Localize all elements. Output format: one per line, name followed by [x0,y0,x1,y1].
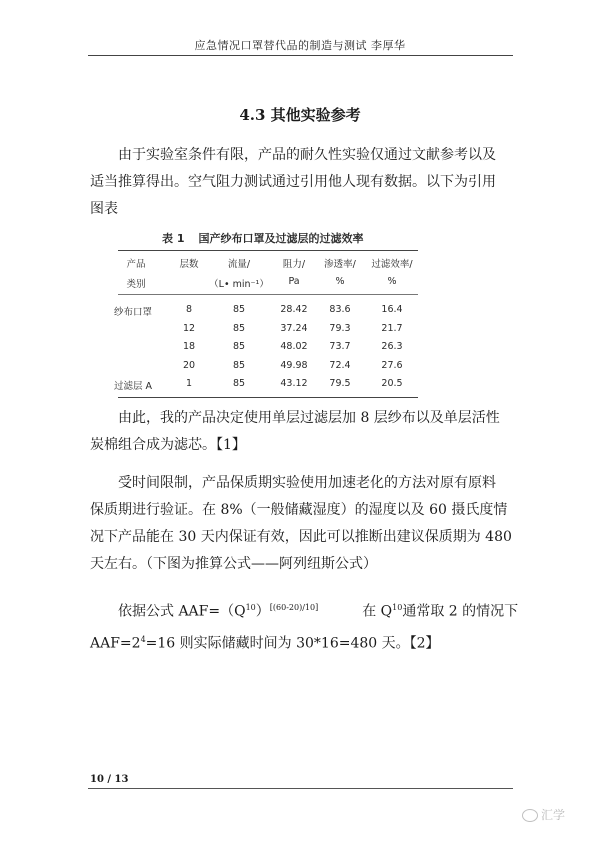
table-cell: 85 [232,341,246,352]
footer-rule [88,788,513,789]
paragraph-durability [90,142,510,223]
table-cell: 纱布口罩 [114,307,153,318]
table-cell: 49.98 [280,359,308,371]
table-header-cell: 产品 [126,259,146,270]
formula-text: =16 则实际储藏时间为 30*16=480 天。【2】 [145,635,440,652]
table-cell: 过滤层 A [114,381,153,392]
table-header-cell: Pa [288,276,300,287]
table-cell: 16.4 [381,304,403,315]
formula-text: 通常取 2 的情况下 [402,603,519,620]
table-caption [162,230,363,246]
table-cell: 79.3 [329,322,351,334]
watermark-text: 汇学 [541,808,566,822]
paragraph-line: 保质期进行验证。在 8%（一般储藏湿度）的湿度以及 60 摄氏度情 [90,502,508,518]
table-cell: 85 [232,378,246,389]
table-cell: 20.5 [381,378,403,389]
wechat-icon [522,809,538,822]
page-number: 10 / 13 [90,774,129,785]
table-title: 国产纱布口罩及过滤层的过滤效率 [198,232,364,245]
table-header-cell: （L• min⁻¹） [209,279,269,290]
table-cell: 48.02 [280,341,308,352]
watermark [522,806,565,823]
formula-exponent: [(60-20)/10] [269,603,319,612]
table-header-cell: 类别 [126,279,146,290]
table-cell: 26.3 [381,341,403,352]
formula-text: 在 Q [362,603,393,620]
table-cell: 18 [182,341,196,352]
table-number: 表 1 [162,232,185,245]
paragraph-decision [90,405,510,459]
table-cell: 79.5 [329,378,351,389]
table-cell: 85 [232,359,246,371]
table-cell: 28.42 [280,304,308,315]
paragraph-line: 由此，我的产品决定使用单层过滤层加 8 层纱布以及单层活性 [118,410,500,426]
table-cell: 1 [185,378,193,389]
paragraph-shelf-life [90,470,510,578]
paragraph-line: 天左右。（下图为推算公式——阿列纽斯公式） [90,556,377,572]
paragraph-formula [90,594,519,657]
paragraph-line: 由于实验室条件有限，产品的耐久性实验仅通过文献参考以及 [118,147,496,163]
table-cell: 85 [232,304,246,315]
table-header-cell: 流量/ [227,259,251,270]
formula-superscript: 10 [245,603,256,612]
table-top-rule [118,250,418,251]
formula-text: ） [255,603,270,620]
running-header: 应急情况口罩替代品的制造与测试 李厚华 [194,39,406,52]
formula-text: AAF=2 [90,635,141,652]
table-cell: 21.7 [381,322,403,334]
formula-line [90,626,510,658]
paragraph-line: 适当推算得出。空气阻力测试通过引用他人现有数据。以下为引用 [90,174,496,190]
table-header-cell: 层数 [179,259,199,270]
header-rule [88,55,513,56]
section-title: 4.3 其他实验参考 [239,106,361,124]
formula-superscript: 4 [140,634,146,644]
paragraph-line: 图表 [90,201,118,217]
table-header-cell: 过滤效率/ [371,259,413,270]
table-cell: 43.12 [280,378,308,389]
table-cell: 37.24 [280,322,308,334]
paragraph-line: 况下产品能在 30 天内保证有效，因此可以推断出建议保质期为 480 [90,529,512,545]
filtration-table-figure [114,230,418,400]
formula-superscript: 10 [392,603,403,612]
table-header-cell: % [335,276,345,287]
table-cell: 72.4 [329,359,351,371]
table-cell: 85 [232,322,246,334]
table-header-rule [118,294,418,295]
table-cell: 12 [182,322,196,334]
paragraph-line: 受时间限制，产品保质期实验使用加速老化的方法对原有原料 [118,475,496,491]
table-header-cell: 阻力/ [282,259,306,270]
table-header-cell: 渗透率/ [324,259,356,270]
formula-line [90,594,519,626]
table-cell: 83.6 [329,304,351,315]
table-cell: 73.7 [329,341,351,352]
table-cell: 20 [182,359,196,371]
table-cell: 8 [185,304,193,315]
table-bottom-rule [118,397,418,398]
table-header-cell: % [387,276,397,287]
formula-text: 依据公式 AAF=（Q [118,603,246,620]
paragraph-line: 炭棉组合成为滤芯。【1】 [90,437,246,453]
table-cell: 27.6 [381,359,403,371]
